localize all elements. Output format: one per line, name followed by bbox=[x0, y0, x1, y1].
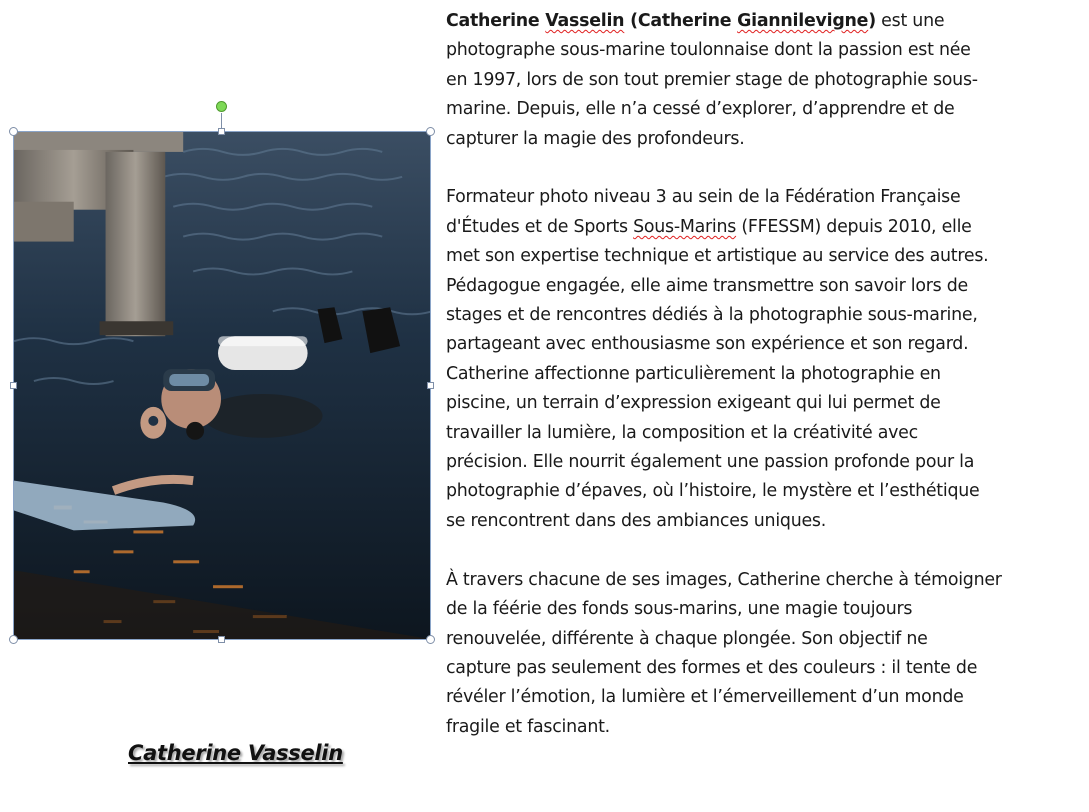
text-line: Pédagogue engagée, elle aime transmettre son savoir lors de bbox=[446, 275, 968, 296]
text-line: précision. Elle nourrit également une passion profonde pour la bbox=[446, 452, 975, 473]
diver-photo-illustration bbox=[14, 132, 430, 639]
resize-handle-bottom[interactable] bbox=[218, 636, 225, 643]
rotation-handle[interactable] bbox=[216, 101, 227, 112]
paragraph-break bbox=[446, 536, 1086, 565]
text-line: Catherine affectionne particulièrement la photographie en bbox=[446, 363, 941, 384]
spellcheck-word[interactable]: Sous-Marins bbox=[633, 216, 737, 237]
author-name: ) bbox=[868, 11, 876, 31]
resize-handle-bottom-left[interactable] bbox=[9, 635, 18, 644]
text-line bbox=[446, 7, 1086, 36]
text-line: capturer la magie des profondeurs. bbox=[446, 128, 745, 149]
text-line: stages et de rencontres dédiés à la photographie sous-marine, bbox=[446, 305, 978, 326]
text-line: photographie d’épaves, où l’histoire, le mystère et l’esthétique bbox=[446, 481, 980, 502]
author-name: (Catherine bbox=[624, 11, 738, 31]
text-line: partageant avec enthousiasme son expérience et son regard. bbox=[446, 334, 969, 355]
text-line: met son expertise technique et artistique au service des autres. bbox=[446, 246, 989, 267]
text-line: Formateur photo niveau 3 au sein de la Fédération Française bbox=[446, 187, 961, 208]
photo-caption[interactable]: Catherine Vasselin bbox=[128, 741, 343, 765]
paragraph-break bbox=[446, 154, 1086, 183]
author-name: Catherine bbox=[446, 11, 546, 31]
text-line: capture pas seulement des formes et des couleurs : il tente de bbox=[446, 657, 978, 678]
text-run: (FFESSM) depuis 2010, elle bbox=[736, 216, 972, 237]
document-text[interactable] bbox=[446, 7, 1086, 742]
spellcheck-word[interactable]: Giannilevigne bbox=[737, 11, 869, 31]
text-line: travailler la lumière, la composition et la créativité avec bbox=[446, 422, 918, 443]
resize-handle-top[interactable] bbox=[218, 128, 225, 135]
diver-photo bbox=[14, 132, 430, 639]
selected-image[interactable] bbox=[13, 131, 431, 640]
resize-handle-bottom-right[interactable] bbox=[426, 635, 435, 644]
text-line: marine. Depuis, elle n’a cessé d’explorer, d’apprendre et de bbox=[446, 99, 955, 120]
text-line bbox=[446, 213, 1086, 242]
resize-handle-right[interactable] bbox=[427, 382, 434, 389]
text-line: renouvelée, différente à chaque plongée. Son objectif ne bbox=[446, 628, 928, 649]
text-line: se rencontrent dans des ambiances uniques. bbox=[446, 510, 827, 531]
text-line: de la féérie des fonds sous-marins, une magie toujours bbox=[446, 599, 913, 620]
text-run: est une bbox=[875, 11, 945, 31]
resize-handle-top-left[interactable] bbox=[9, 127, 18, 136]
spellcheck-word[interactable]: Vasselin bbox=[545, 11, 625, 31]
text-line: photographe sous-marine toulonnaise dont la passion est née bbox=[446, 40, 971, 61]
text-line: piscine, un terrain d’expression exigeant qui lui permet de bbox=[446, 393, 941, 414]
text-line: fragile et fascinant. bbox=[446, 716, 610, 737]
resize-handle-top-right[interactable] bbox=[426, 127, 435, 136]
text-line: en 1997, lors de son tout premier stage de photographie sous- bbox=[446, 69, 978, 90]
text-run: d'Études et de Sports bbox=[446, 216, 634, 237]
text-line: À travers chacune de ses images, Catherine cherche à témoigner bbox=[446, 569, 1002, 590]
text-line: révéler l’émotion, la lumière et l’émerveillement d’un monde bbox=[446, 687, 964, 708]
resize-handle-left[interactable] bbox=[10, 382, 17, 389]
